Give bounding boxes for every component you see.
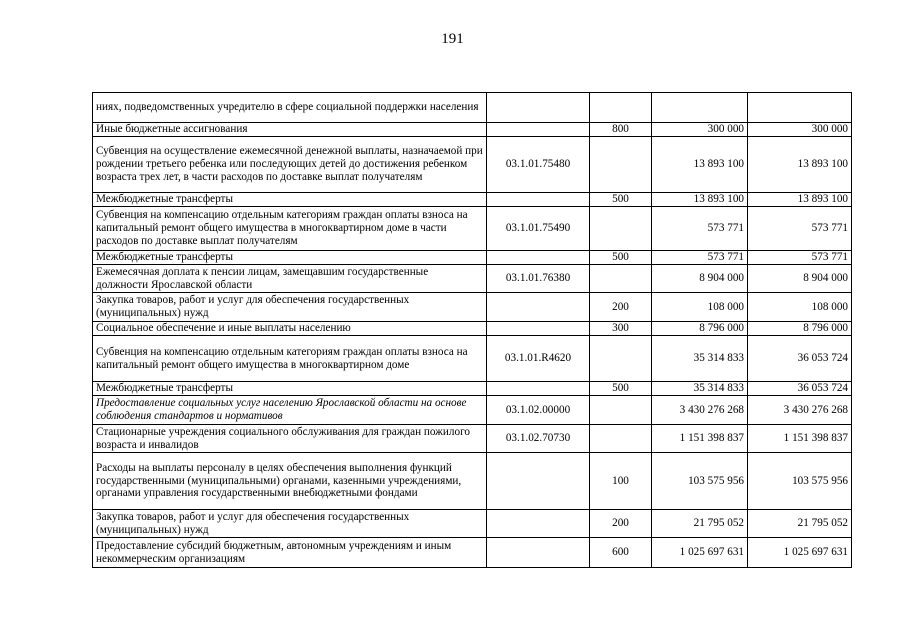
amount-year-1-cell: 108 000: [652, 293, 748, 322]
table-row: [93, 453, 852, 510]
item-name-cell: Субвенция на компенсацию отдельным категориям граждан оплаты взноса на капитальный ремонт общего имущества в многоквартирном доме в части расходов по доставке выплат получателям: [93, 207, 487, 251]
table-row: [93, 207, 852, 251]
expense-type-cell: [590, 93, 652, 123]
amount-year-2-cell: 573 771: [748, 207, 852, 251]
table-row: [93, 382, 852, 396]
target-code-cell: [487, 322, 590, 336]
amount-year-2-cell: 36 053 724: [748, 336, 852, 382]
table-row: [93, 251, 852, 265]
amount-year-2-cell: 8 796 000: [748, 322, 852, 336]
table-row: [93, 538, 852, 568]
amount-year-1-cell: 1 151 398 837: [652, 425, 748, 453]
amount-year-2-cell: 13 893 100: [748, 193, 852, 207]
amount-year-1-cell: 573 771: [652, 207, 748, 251]
amount-year-2-cell: 8 904 000: [748, 265, 852, 293]
item-name-cell: Расходы на выплаты персоналу в целях обеспечения выполнения функций государственными (муниципальными) органами, казенными учреждениями, органами управления государственными внебюджетными фондами: [93, 453, 487, 510]
expense-type-cell: 800: [590, 123, 652, 137]
amount-year-1-cell: 8 904 000: [652, 265, 748, 293]
expense-type-cell: 500: [590, 193, 652, 207]
item-name-cell: Предоставление социальных услуг населению Ярославской области на основе соблюдения стандартов и нормативов: [93, 396, 487, 425]
expense-type-cell: [590, 396, 652, 425]
target-code-cell: 03.1.01.75490: [487, 207, 590, 251]
expense-type-cell: 300: [590, 322, 652, 336]
expense-type-cell: [590, 207, 652, 251]
expense-type-cell: 600: [590, 538, 652, 568]
item-name-cell: Закупка товаров, работ и услуг для обеспечения государственных (муниципальных) нужд: [93, 510, 487, 538]
expense-type-cell: [590, 425, 652, 453]
expense-type-cell: 100: [590, 453, 652, 510]
target-code-cell: 03.1.02.00000: [487, 396, 590, 425]
amount-year-1-cell: 35 314 833: [652, 382, 748, 396]
table-row: [93, 137, 852, 193]
target-code-cell: 03.1.01.75480: [487, 137, 590, 193]
amount-year-1-cell: 1 025 697 631: [652, 538, 748, 568]
table-row: [93, 93, 852, 123]
table-row: [93, 396, 852, 425]
amount-year-2-cell: 103 575 956: [748, 453, 852, 510]
target-code-cell: 03.1.02.70730: [487, 425, 590, 453]
target-code-cell: [487, 293, 590, 322]
expense-type-cell: 200: [590, 293, 652, 322]
amount-year-1-cell: 573 771: [652, 251, 748, 265]
budget-table: [92, 92, 852, 568]
amount-year-2-cell: 21 795 052: [748, 510, 852, 538]
item-name-cell: Межбюджетные трансферты: [93, 382, 487, 396]
target-code-cell: 03.1.01.R4620: [487, 336, 590, 382]
expense-type-cell: [590, 137, 652, 193]
amount-year-1-cell: 35 314 833: [652, 336, 748, 382]
expense-type-cell: 200: [590, 510, 652, 538]
amount-year-2-cell: 36 053 724: [748, 382, 852, 396]
amount-year-2-cell: 13 893 100: [748, 137, 852, 193]
target-code-cell: [487, 93, 590, 123]
table-row: [93, 425, 852, 453]
item-name-cell: Межбюджетные трансферты: [93, 193, 487, 207]
item-name-cell: Социальное обеспечение и иные выплаты населению: [93, 322, 487, 336]
target-code-cell: [487, 123, 590, 137]
target-code-cell: [487, 453, 590, 510]
page-number: 191: [441, 31, 464, 47]
table-row: [93, 322, 852, 336]
amount-year-1-cell: [652, 93, 748, 123]
table-row: [93, 123, 852, 137]
amount-year-1-cell: 21 795 052: [652, 510, 748, 538]
budget-table-body: [93, 93, 852, 568]
amount-year-2-cell: 1 025 697 631: [748, 538, 852, 568]
target-code-cell: [487, 193, 590, 207]
amount-year-2-cell: 108 000: [748, 293, 852, 322]
amount-year-2-cell: 573 771: [748, 251, 852, 265]
amount-year-1-cell: 103 575 956: [652, 453, 748, 510]
table-row: [93, 265, 852, 293]
expense-type-cell: 500: [590, 251, 652, 265]
amount-year-1-cell: 300 000: [652, 123, 748, 137]
amount-year-2-cell: 3 430 276 268: [748, 396, 852, 425]
amount-year-1-cell: 13 893 100: [652, 193, 748, 207]
item-name-cell: Предоставление субсидий бюджетным, автономным учреждениям и иным некоммерческим организациям: [93, 538, 487, 568]
amount-year-1-cell: 8 796 000: [652, 322, 748, 336]
amount-year-1-cell: 13 893 100: [652, 137, 748, 193]
item-name-cell: Субвенция на осуществление ежемесячной денежной выплаты, назначаемой при рождении третьего ребенка или последующих детей до достижения ребенком возраста трех лет, в части расходов по доставке выплат получателям: [93, 137, 487, 193]
table-row: [93, 336, 852, 382]
expense-type-cell: 500: [590, 382, 652, 396]
target-code-cell: [487, 510, 590, 538]
amount-year-2-cell: [748, 93, 852, 123]
item-name-cell: Ежемесячная доплата к пенсии лицам, замещавшим государственные должности Ярославской области: [93, 265, 487, 293]
target-code-cell: [487, 382, 590, 396]
amount-year-1-cell: 3 430 276 268: [652, 396, 748, 425]
item-name-cell: Стационарные учреждения социального обслуживания для граждан пожилого возраста и инвалидов: [93, 425, 487, 453]
item-name-cell: Межбюджетные трансферты: [93, 251, 487, 265]
item-name-cell: Субвенция на компенсацию отдельным категориям граждан оплаты взноса на капитальный ремонт общего имущества в многоквартирном доме: [93, 336, 487, 382]
amount-year-2-cell: 300 000: [748, 123, 852, 137]
expense-type-cell: [590, 336, 652, 382]
table-row: [93, 193, 852, 207]
table-row: [93, 510, 852, 538]
target-code-cell: [487, 251, 590, 265]
item-name-cell: ниях, подведомственных учредителю в сфере социальной поддержки населения: [93, 93, 487, 123]
amount-year-2-cell: 1 151 398 837: [748, 425, 852, 453]
target-code-cell: 03.1.01.76380: [487, 265, 590, 293]
target-code-cell: [487, 538, 590, 568]
expense-type-cell: [590, 265, 652, 293]
table-row: [93, 293, 852, 322]
item-name-cell: Иные бюджетные ассигнования: [93, 123, 487, 137]
item-name-cell: Закупка товаров, работ и услуг для обеспечения государственных (муниципальных) нужд: [93, 293, 487, 322]
